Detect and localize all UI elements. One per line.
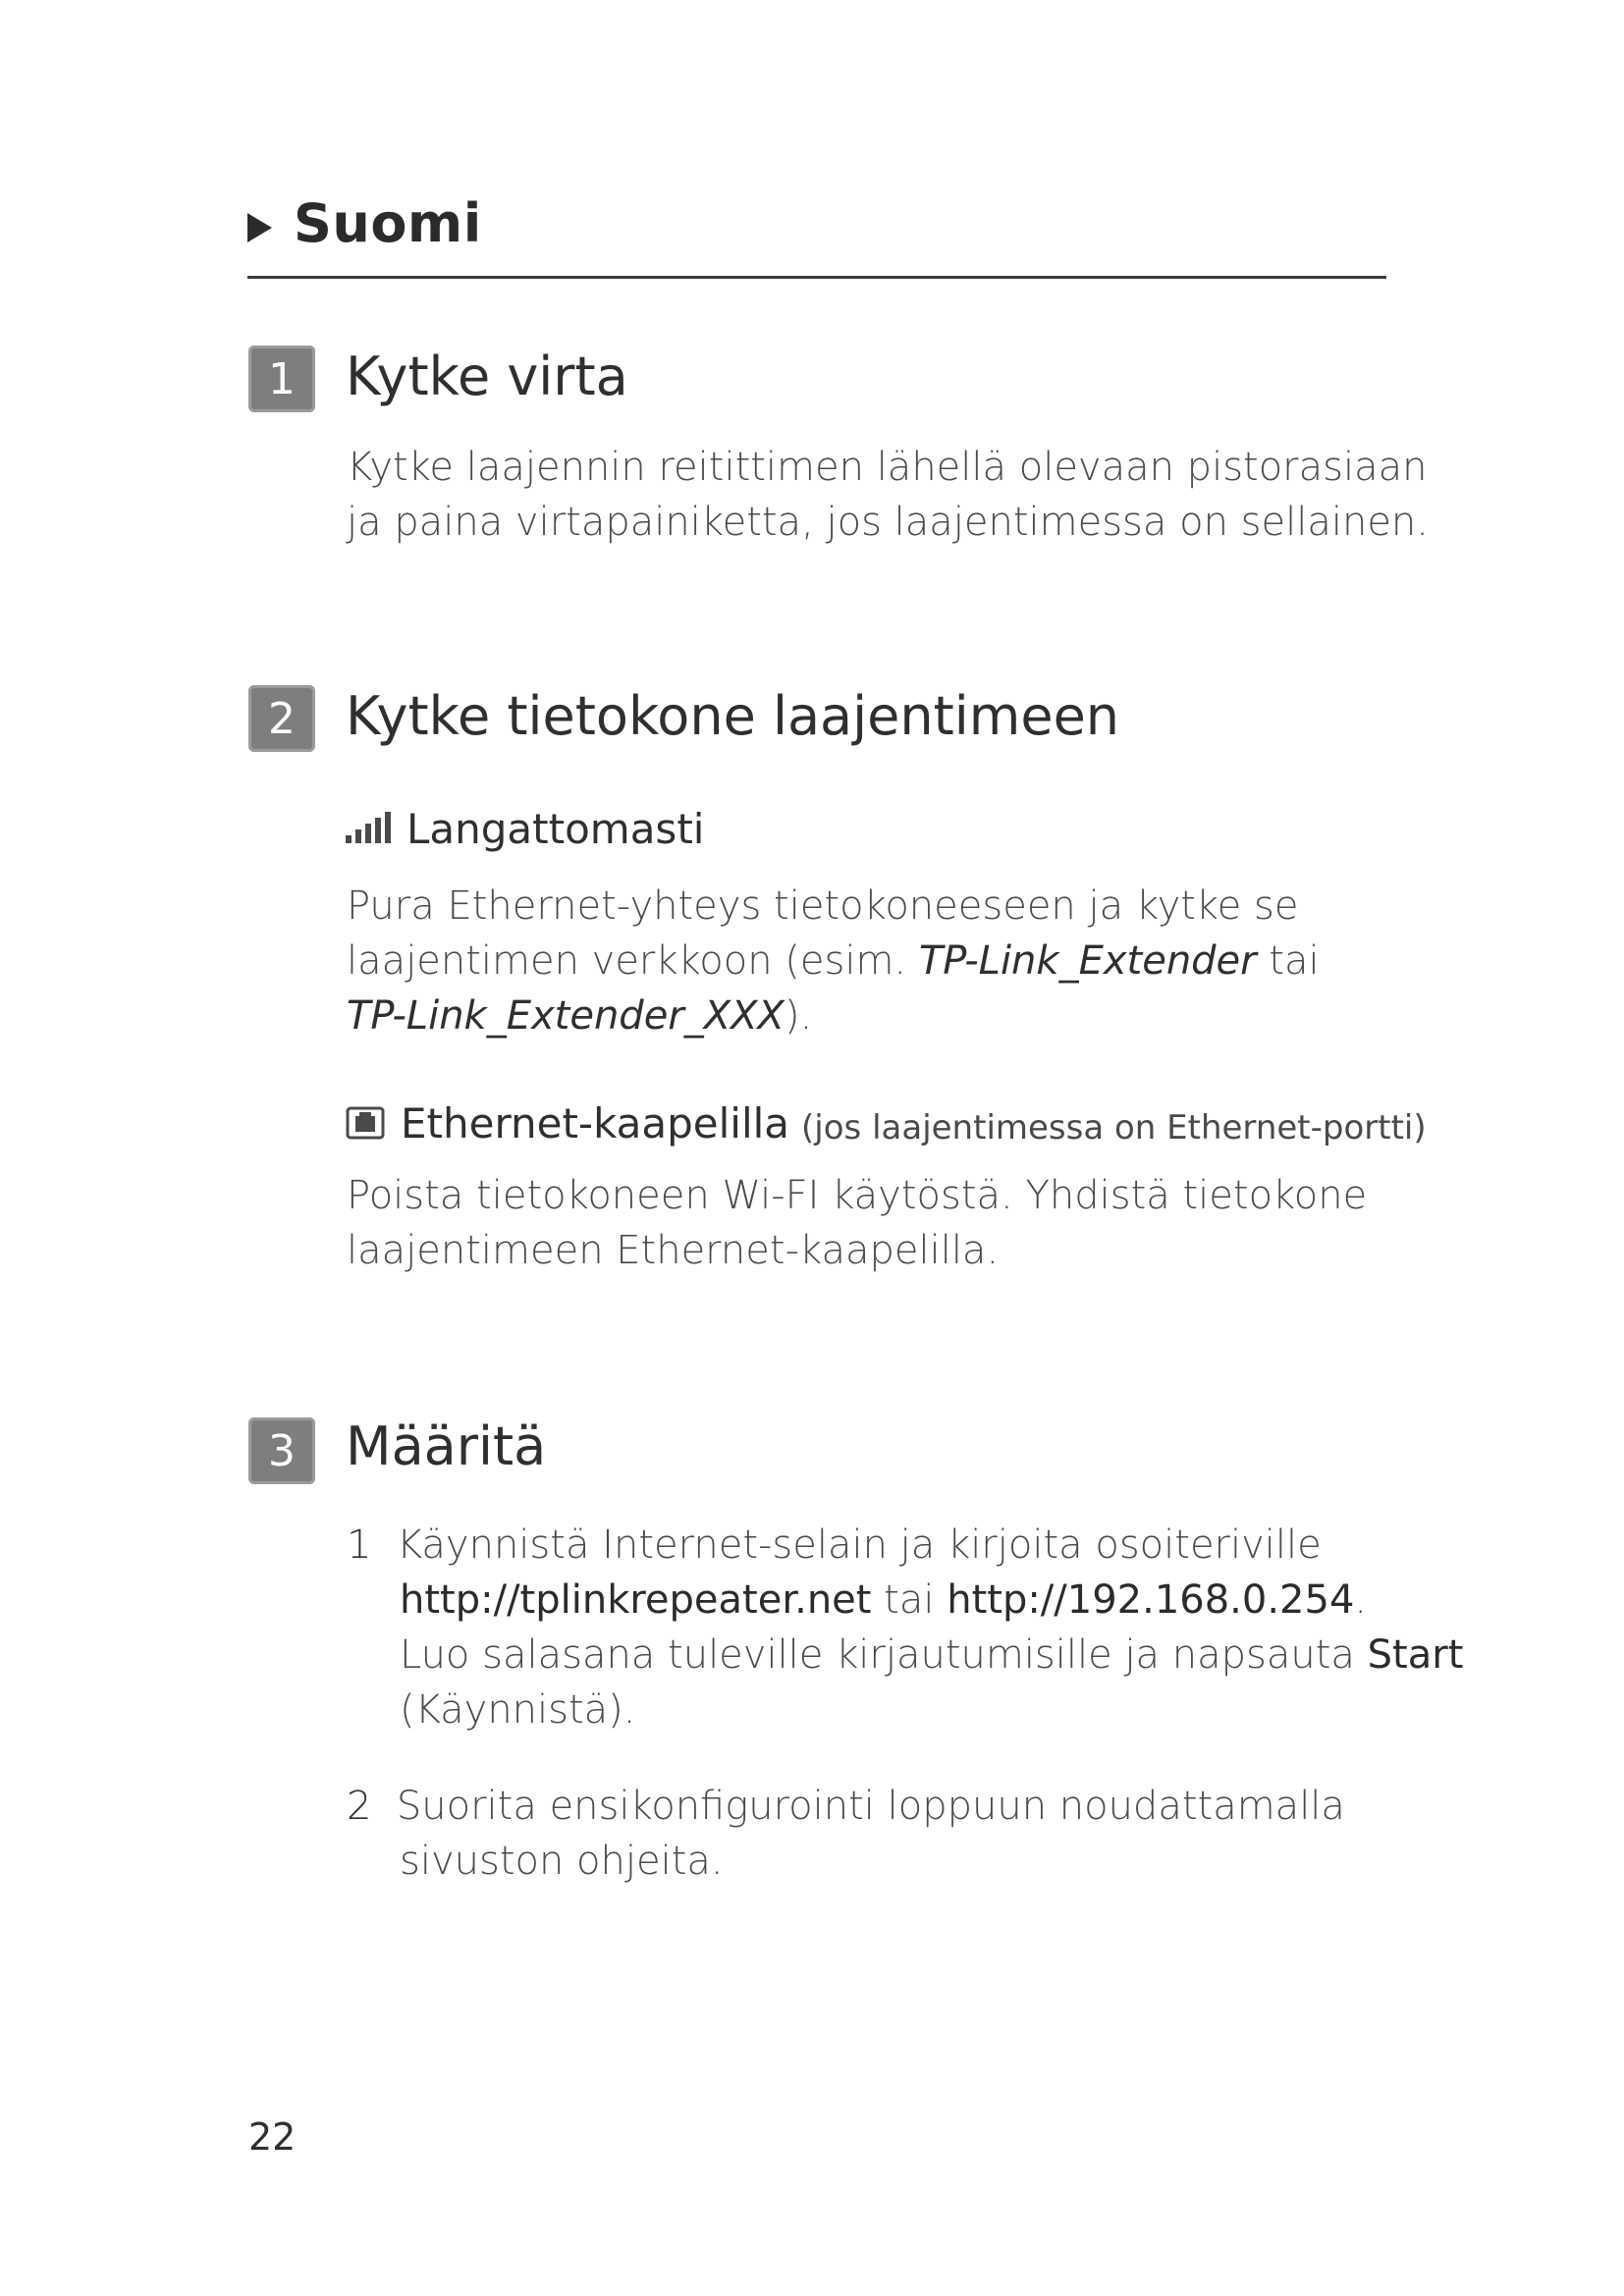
play-arrow-icon [247, 213, 272, 242]
step-3-badge: 3 [248, 1417, 315, 1484]
url-tplinkrepeater: http://tplinkrepeater.net [400, 1577, 872, 1623]
ethernet-port-icon [346, 1104, 385, 1142]
step-1-badge: 1 [248, 346, 315, 412]
ethernet-subheading [346, 1099, 1427, 1148]
ethernet-text: Poista tietokoneen Wi-FI käytöstä. Yhdistä tietokone laajentimeen Ethernet-kaapelilla. [347, 1173, 1368, 1273]
step-1-text: Kytke laajennin reitittimen lähellä olevaan pistorasiaan ja paina virtapainiketta, jos laajentimessa on sellainen. [347, 445, 1429, 545]
wireless-subheading [346, 805, 704, 853]
step-2-badge: 2 [248, 685, 315, 752]
step-3-title: Määritä [346, 1415, 547, 1477]
page-number: 22 [248, 2115, 297, 2159]
header-divider [247, 276, 1386, 279]
wifi-signal-icon [346, 812, 391, 843]
language-title: Suomi [294, 192, 482, 254]
wireless-text: Pura Ethernet-yhteys tietokoneeseen ja kytke se laajentimen verkkoon (esim. TP-Link_Extender tai TP-Link_Extender_XXX). [347, 883, 1320, 1039]
step-3-item-1: 1 Käynnistä Internet-selain ja kirjoita osoiteriville http://tplinkrepeater.net tai http://192.168.0.254. Luo salasana tuleville kirjautumisille ja napsauta Start (Käynnistä). [347, 1522, 1464, 1733]
step-2-title: Kytke tietokone laajentimeen [346, 685, 1120, 747]
start-keyword: Start [1367, 1632, 1464, 1678]
step-3-item-2: 2 Suorita ensikonfigurointi loppuun noudattamalla sivuston ohjeita. [347, 1784, 1345, 1884]
wireless-label: Langattomasti [406, 805, 705, 853]
ssid-example-xxx: TP-Link_Extender_XXX [347, 993, 785, 1039]
step-1-title: Kytke virta [346, 346, 628, 407]
language-header [247, 192, 482, 254]
ssid-example: TP-Link_Extender [918, 938, 1257, 984]
url-ip-address: http://192.168.0.254 [947, 1577, 1355, 1623]
ethernet-label: Ethernet-kaapelilla [401, 1099, 790, 1148]
ethernet-note: (jos laajentimessa on Ethernet-portti) [801, 1108, 1427, 1148]
